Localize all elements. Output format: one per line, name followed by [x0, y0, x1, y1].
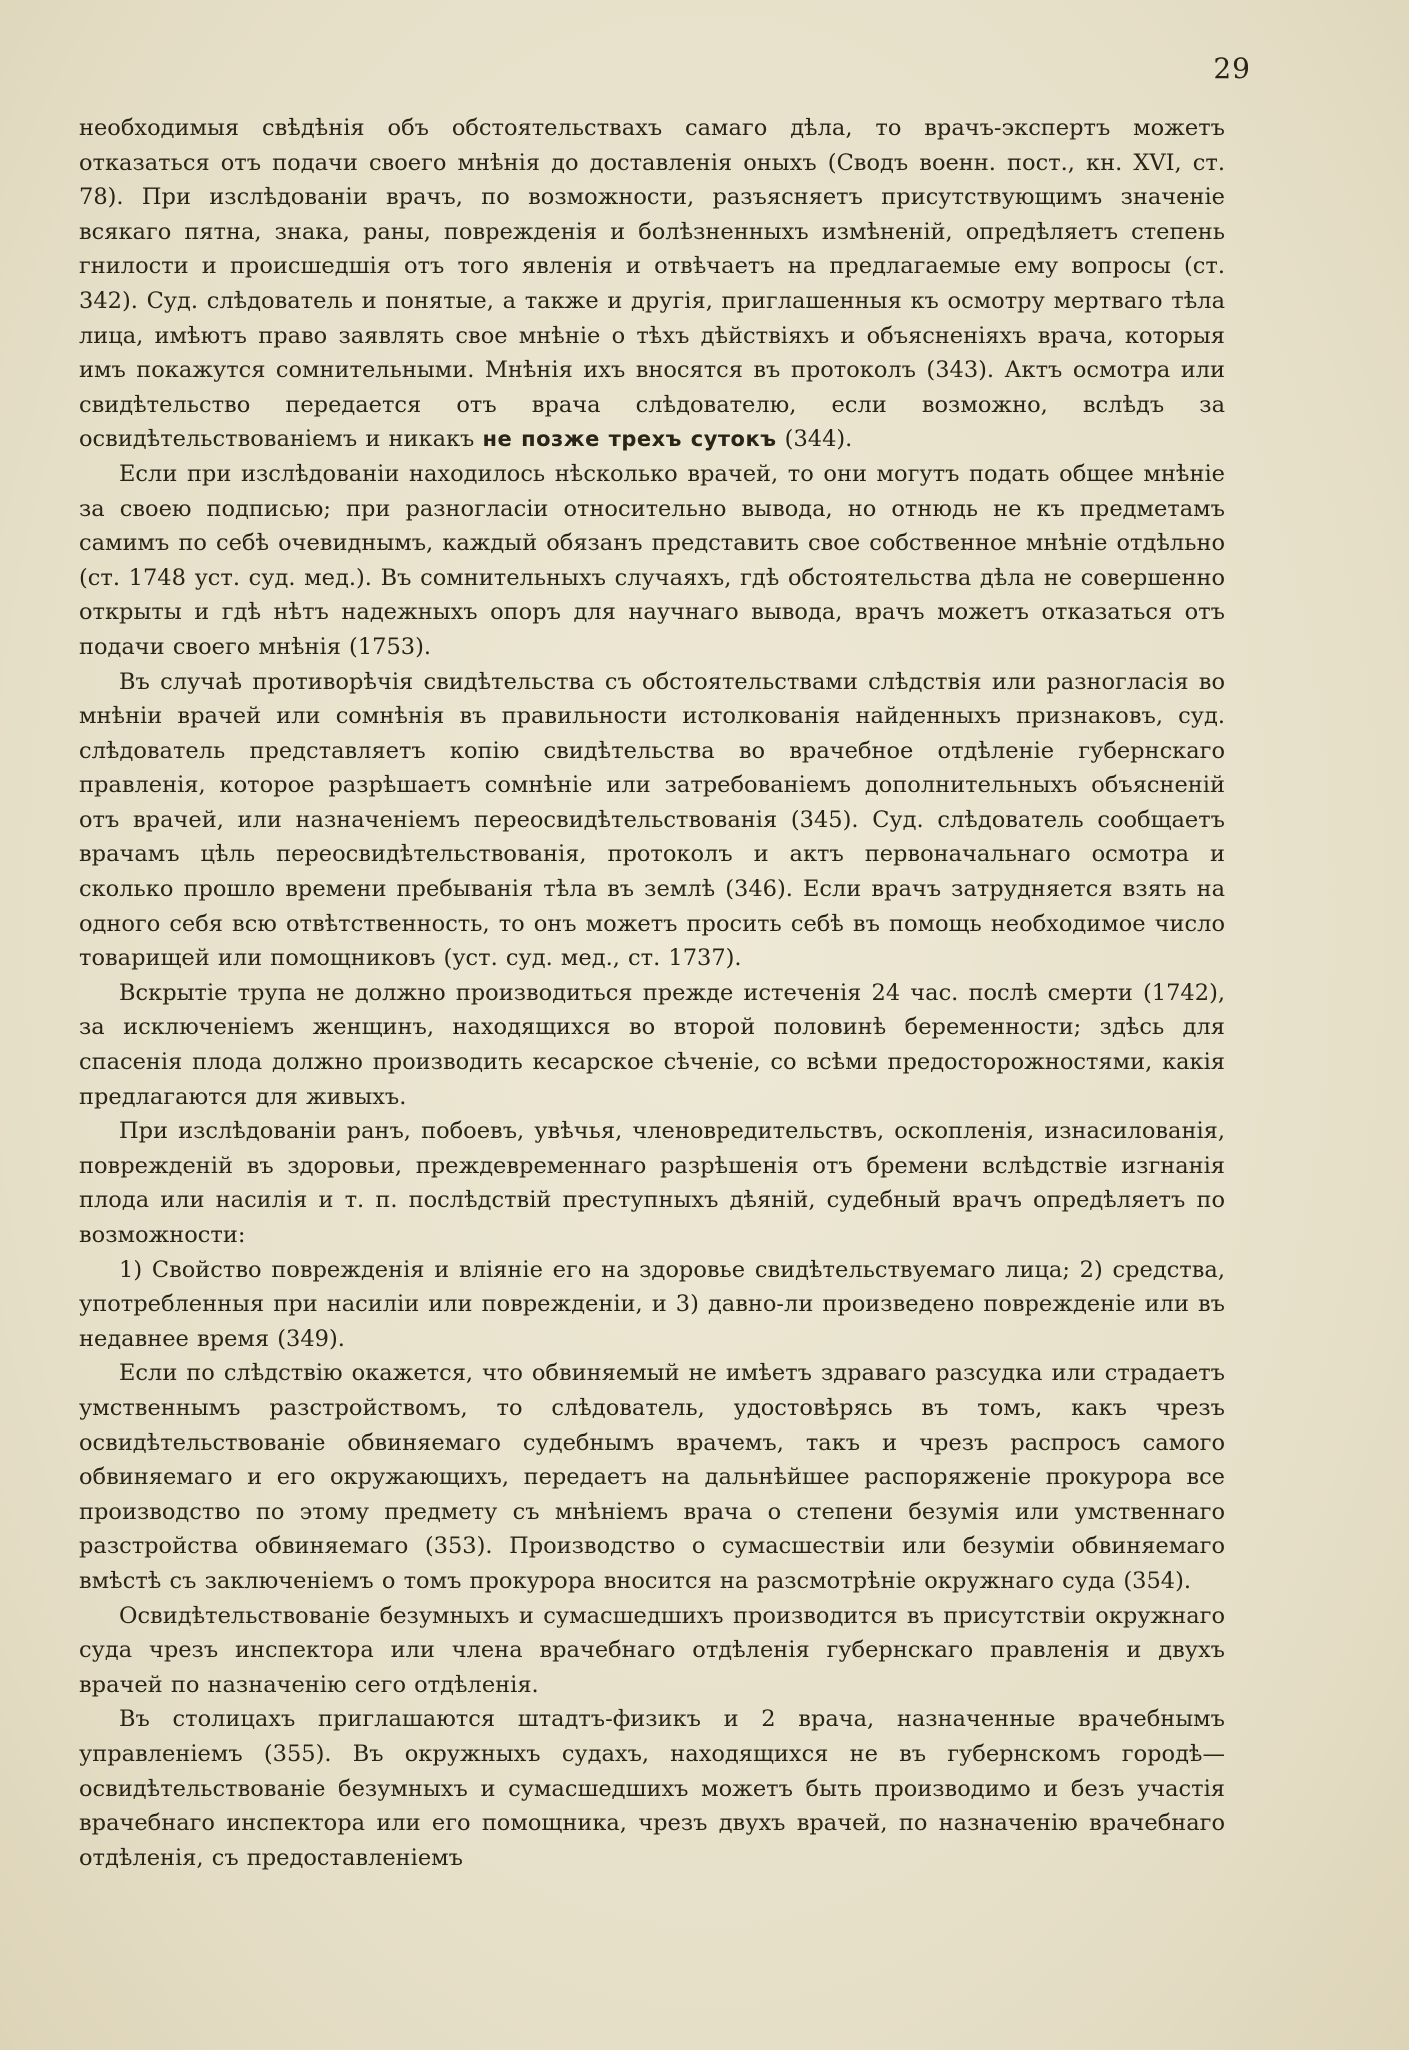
- paragraph-3: Въ случаѣ противорѣчія свидѣтельства съ обстоятельствами слѣдствія или разногласія во мнѣніи врачей или сомнѣнія въ правильности истолкованія найденныхъ признаковъ, суд. слѣдователь представляетъ копію свидѣтельства во врачебное отдѣленіе губернскаго правленія, которое разрѣшаетъ сомнѣніе или затребованіемъ дополнительныхъ объясненій отъ врачей, или назначеніемъ переосвидѣтельствованія (345). Суд. слѣдователь сообщаетъ врачамъ цѣль переосвидѣтельствованія, протоколъ и актъ первоначальнаго осмотра и сколько прошло времени пребыванія тѣла въ землѣ (346). Если врачъ затрудняется взять на одного себя всю отвѣтственность, то онъ можетъ просить себѣ въ помощь необходимое число товарищей или помощниковъ (уст. суд. мед., ст. 1737).: [79, 668, 1225, 972]
- paragraph-8: Освидѣтельствованіе безумныхъ и сумасшедшихъ производится въ присутствіи окружнаго суда чрезъ инспектора или члена врачебнаго отдѣленія губернскаго правленія и двухъ врачей по назначенію сего отдѣленія.: [79, 1602, 1225, 1698]
- paragraph-1-tail: (344).: [776, 426, 853, 453]
- paragraph-1-emphasis: не позже трехъ сутокъ: [482, 427, 777, 452]
- body-text: [79, 111, 1225, 1875]
- paragraph-1-text: необходимыя свѣдѣнія объ обстоятельствахъ самаго дѣла, то врачъ-экспертъ можетъ отказаться отъ подачи своего мнѣнія до доставленія оныхъ (Сводъ военн. пост., кн. XVI, ст. 78). При изслѣдованіи врачъ, по возможности, разъясняетъ присутствующимъ значеніе всякаго пятна, знака, раны, поврежденія и болѣзненныхъ измѣненій, опредѣляетъ степень гнилости и происшедшія отъ того явленія и отвѣчаетъ на предлагаемые ему вопросы (ст. 342). Суд. слѣдователь и понятые, а также и другія, приглашенныя къ осмотру мертваго тѣла лица, имѣютъ право заявлять свое мнѣніе о тѣхъ дѣйствіяхъ и объясненіяхъ врача, которыя имъ покажутся сомнительными. Мнѣнія ихъ вносятся въ протоколъ (343). Актъ осмотра или свидѣтельство передается отъ врача слѣдователю, если возможно, вслѣдъ за освидѣтельствованіемъ и никакъ: [79, 115, 1225, 453]
- paragraph-5: При изслѣдованіи ранъ, побоевъ, увѣчья, членовредительствъ, оскопленія, изнасилованія, поврежденій въ здоровьи, преждевременнаго разрѣшенія отъ бремени вслѣдствіе изгнанія плода или насилія и т. п. послѣдствій преступныхъ дѣяній, судебный врачъ опредѣляетъ по возможности:: [79, 1118, 1225, 1248]
- paragraph-4: Вскрытіе трупа не должно производиться прежде истеченія 24 час. послѣ смерти (1742), за исключеніемъ женщинъ, находящихся во второй половинѣ беременности; здѣсь для спасенія плода должно производить кесарское сѣченіе, со всѣми предосторожностями, какія предлагаются для живыхъ.: [79, 979, 1225, 1110]
- paragraph-2: Если при изслѣдованіи находилось нѣсколько врачей, то они могутъ подать общее мнѣніе за своею подписью; при разногласіи относительно вывода, но отнюдь не къ предметамъ самимъ по себѣ очевиднымъ, каждый обязанъ представить свое собственное мнѣніе отдѣльно (ст. 1748 уст. суд. мед.). Въ сомнительныхъ случаяхъ, гдѣ обстоятельства дѣла не совершенно открыты и гдѣ нѣтъ надежныхъ опоръ для научнаго вывода, врачъ можетъ отказаться отъ подачи своего мнѣнія (1753).: [79, 460, 1225, 660]
- paragraph-1: [79, 111, 1225, 457]
- page-number: 29: [1213, 52, 1251, 85]
- paragraph-9: Въ столицахъ приглашаются штадтъ-физикъ и 2 врача, назначенные врачебнымъ управленіемъ (355). Въ окружныхъ судахъ, находящихся не въ губернскомъ городѣ—освидѣтельствованіе безумныхъ и сумасшедшихъ можетъ быть производимо и безъ участія врачебнаго инспектора или его помощника, чрезъ двухъ врачей, по назначенію врачебнаго отдѣленія, съ предоставленіемъ: [79, 1706, 1225, 1871]
- paragraph-7: Если по слѣдствію окажется, что обвиняемый не имѣетъ здраваго разсудка или страдаетъ умственнымъ разстройствомъ, то слѣдователь, удостовѣрясь въ томъ, какъ чрезъ освидѣтельствованіе обвиняемаго судебнымъ врачемъ, такъ и чрезъ распросъ самого обвиняемаго и его окружающихъ, передаетъ на дальнѣйшее распоряженіе прокурора все производство по этому предмету съ мнѣніемъ врача о степени безумія или умственнаго разстройства обвиняемаго (353). Производство о сумасшествіи или безуміи обвиняемаго вмѣстѣ съ заключеніемъ о томъ прокурора вносится на разсмотрѣніе окружнаго суда (354).: [79, 1360, 1225, 1594]
- paragraph-6: 1) Свойство поврежденія и вліяніе его на здоровье свидѣтельствуемаго лица; 2) средства, употребленныя при насиліи или поврежденіи, и 3) давно-ли произведено поврежденіе или въ недавнее время (349).: [79, 1256, 1225, 1352]
